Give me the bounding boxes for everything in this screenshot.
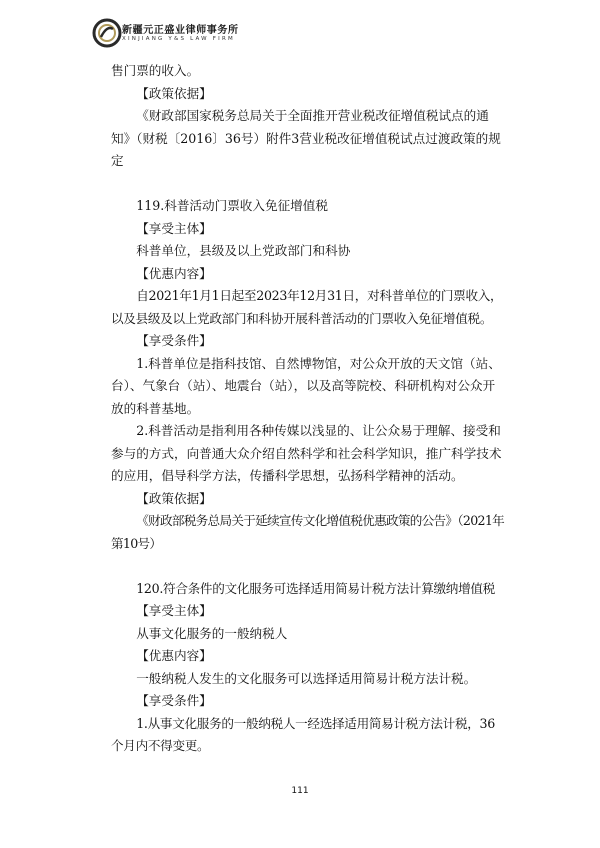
item-heading-119: 119.科普活动门票收入免征增值税	[136, 198, 328, 213]
firm-name-en: XINJIANG Y&S LAW FIRM	[122, 36, 235, 42]
beneficiary-text: 从事文化服务的一般纳税人	[136, 625, 288, 641]
beneficiary-text: 科普单位，县级及以上党政部门和科协	[136, 243, 351, 258]
condition-text: 2.科普活动是指利用各种传媒以浅显的、让公众易于理解、接受和参与的方式，向普通大众介绍自然科学和社会科学知识，推广科学技术的应用，倡导科学方法，传播科学思想，弘扬科学精神的活动。	[111, 423, 502, 483]
firm-logo-icon	[92, 18, 122, 48]
page-number: 111	[291, 786, 309, 796]
section-label-preferential-content: 【优惠内容】	[136, 648, 212, 663]
policy-basis-text: 《财政部税务总局关于延续宣传文化增值税优惠政策的公告》（2021年第10号）	[111, 513, 505, 551]
item-heading-120: 120.符合条件的文化服务可选择适用简易计税方法计算缴纳增值税	[136, 580, 495, 596]
document-body	[111, 60, 506, 758]
policy-basis-text: 《财政部国家税务总局关于全面推开营业税改征增值税试点的通知》（财税〔2016〕36号）附件3营业税改征增值税试点过渡政策的规定	[111, 108, 501, 168]
blank-line	[111, 555, 506, 578]
section-label-preferential-content: 【优惠内容】	[136, 265, 212, 281]
body-text: 售门票的收入。	[111, 63, 200, 78]
preferential-content-text: 一般纳税人发生的文化服务可以选择适用简易计税方法计税。	[136, 670, 477, 686]
section-label-conditions: 【享受条件】	[136, 693, 212, 708]
section-label-policy-basis: 【政策依据】	[136, 490, 212, 506]
condition-text: 1.从事文化服务的一般纳税人一经选择适用简易计税方法计税，36个月内不得变更。	[111, 715, 495, 753]
condition-text: 1.科普单位是指科技馆、自然博物馆，对公众开放的天文馆（站、台）、气象台（站）、地震台（站），以及高等院校、科研机构对公众开放的科普基地。	[111, 355, 501, 416]
section-label-policy-basis: 【政策依据】	[136, 85, 212, 101]
blank-line	[111, 173, 506, 196]
firm-name-cn: 新疆元正盛业律师事务所	[122, 25, 239, 36]
section-label-conditions: 【享受条件】	[136, 333, 212, 348]
preferential-content-text: 自2021年1月1日起至2023年12月31日，对科普单位的门票收入，以及县级及以上党政部门和科协开展科普活动的门票收入免征增值税。	[111, 288, 503, 326]
section-label-beneficiary: 【享受主体】	[136, 220, 212, 236]
section-label-beneficiary: 【享受主体】	[136, 603, 212, 618]
